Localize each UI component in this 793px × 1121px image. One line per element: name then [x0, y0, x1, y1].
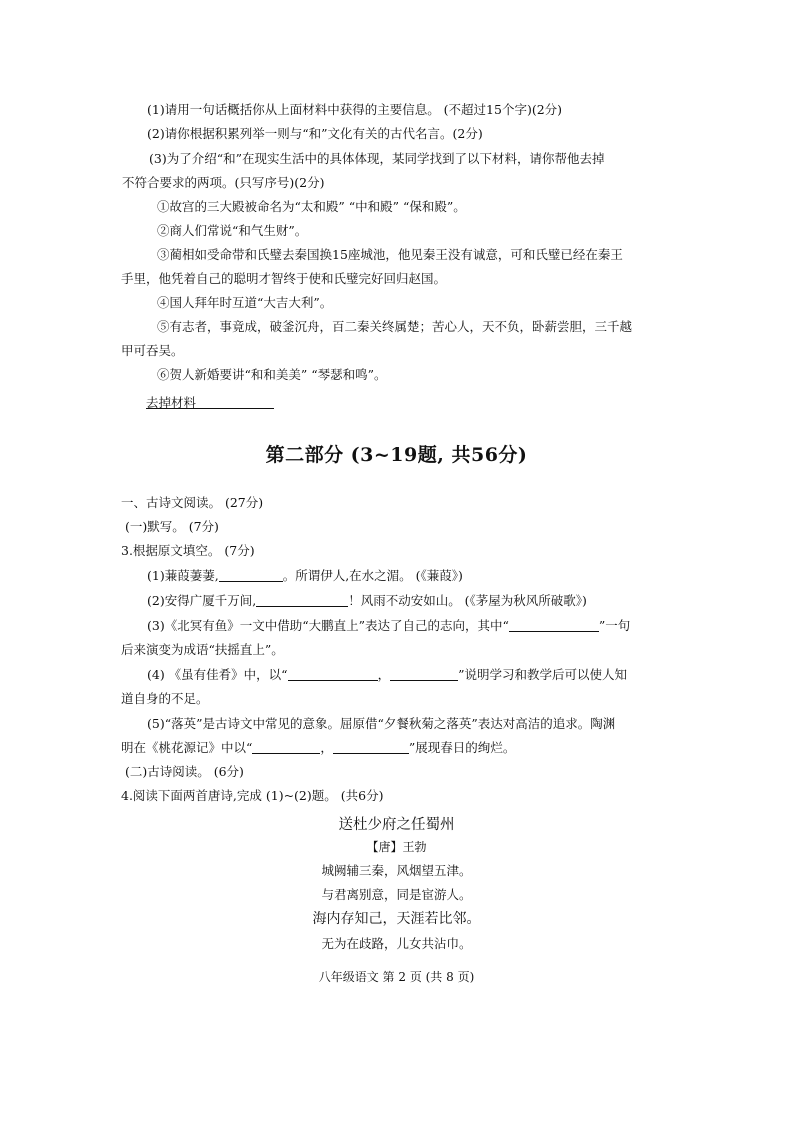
poem-line: 与君离别意，同是宦游人。: [321, 887, 472, 902]
remove-label: 去掉材料: [146, 395, 197, 410]
fill-5-comma: ，: [320, 740, 333, 755]
fill-2-suffix: ！风雨不动安如山。 (《茅屋为秋风所破歌》): [348, 593, 587, 608]
fill-4-blank-2[interactable]: [390, 667, 458, 681]
question-3-title: 3.根据原文填空。 (7分): [121, 543, 255, 558]
fill-4-line-1: [147, 666, 627, 684]
fill-2-blank[interactable]: [256, 593, 348, 607]
fill-5-prefix: 明在《桃花源记》中以“: [121, 740, 253, 755]
question-3-line-2: 不符合要求的两项。(只写序号)(2分): [122, 175, 325, 190]
fill-4-comma: ，: [377, 667, 391, 682]
fill-2: [147, 592, 587, 610]
section-title: 第二部分 (3~19题, 共56分): [265, 444, 528, 466]
fill-4-blank-1[interactable]: [288, 667, 378, 681]
material-3-line-1: ③蔺相如受命带和氏璧去秦国换15座城池，他见秦王没有诚意，可和氏璧已经在秦王: [157, 247, 623, 262]
fill-1-prefix: (1)蒹葭萋萋,: [147, 568, 219, 583]
fill-4-prefix: (4) 《虽有佳肴》中，以“: [147, 667, 288, 682]
fill-5-line-1: (5)“落英”是古诗文中常见的意象。屈原借“夕餐秋菊之落英”表达对高洁的追求。陶渊: [147, 716, 616, 731]
poem-line: 海内存知己，天涯若比邻。: [312, 911, 481, 927]
question-2: (2)请你根据积累列举一则与“和”文化有关的古代名言。(2分): [147, 126, 483, 141]
fill-1-blank[interactable]: [219, 568, 283, 582]
material-6: ⑥贺人新婚要讲“和和美美” “琴瑟和鸣”。: [157, 367, 387, 382]
material-5-line-1: ⑤有志者，事竟成，破釜沉舟，百二秦关终属楚；苦心人，天不负，卧薪尝胆，三千越: [157, 319, 633, 334]
fill-3-blank[interactable]: [509, 618, 599, 632]
question-4-title: 4.阅读下面两首唐诗,完成 (1)~(2)题。 (共6分): [121, 788, 384, 803]
poem-line: 无为在歧路，儿女共沾巾。: [321, 936, 472, 951]
fill-4-suffix: ”说明学习和教学后可以使人知: [458, 667, 627, 682]
fill-5-line-2: [121, 739, 515, 757]
fill-3-line-1: [147, 617, 630, 635]
material-5-line-2: 甲可吞吴。: [121, 343, 184, 358]
heading-dictation: (一)默写。 (7分): [125, 519, 219, 534]
heading-ancient-poetry: 一、古诗文阅读。 (27分): [121, 495, 264, 510]
material-1: ①故宫的三大殿被命名为“太和殿” “中和殿” “保和殿”。: [157, 199, 466, 214]
heading-poetry-reading: (二)古诗阅读。 (6分): [125, 764, 244, 779]
poem-line: 城阙辅三秦，风烟望五津。: [321, 863, 472, 878]
poem-title: 送杜少府之任蜀州: [338, 817, 455, 833]
material-4: ④国人拜年时互道“大吉大利”。: [157, 295, 333, 310]
remove-answer-blank[interactable]: [196, 395, 274, 409]
fill-3-suffix: ”一句: [598, 618, 631, 633]
remove-answer-line: [146, 394, 274, 412]
poem-author: 【唐】王勃: [366, 840, 427, 854]
fill-5-blank-2[interactable]: [333, 740, 409, 754]
question-1: (1)请用一句话概括你从上面材料中获得的主要信息。 (不超过15个字)(2分): [147, 102, 563, 117]
material-2: ②商人们常说“和气生财”。: [157, 223, 308, 238]
material-3-line-2: 手里，他凭着自己的聪明才智终于使和氏璧完好回归赵国。: [121, 271, 447, 286]
fill-2-prefix: (2)安得广厦千万间,: [147, 593, 257, 608]
fill-5-suffix: ”展现春日的绚烂。: [408, 740, 516, 755]
fill-5-blank-1[interactable]: [252, 740, 320, 754]
fill-1: [147, 567, 463, 585]
fill-3-prefix: (3)《北冥有鱼》一文中借助“大鹏直上”表达了自己的志向，其中“: [147, 618, 509, 633]
question-3-line-1: (3)为了介绍“和”在现实生活中的具体体现，某同学找到了以下材料，请你帮他去掉: [149, 151, 605, 166]
page-footer: 八年级语文 第 2 页 (共 8 页): [318, 970, 475, 984]
fill-1-suffix: 。所谓伊人,在水之湄。 (《蒹葭》): [282, 568, 463, 583]
fill-4-line-2: 道自身的不足。: [121, 691, 209, 706]
fill-3-line-2: 后来演变为成语“扶摇直上”。: [121, 642, 284, 657]
